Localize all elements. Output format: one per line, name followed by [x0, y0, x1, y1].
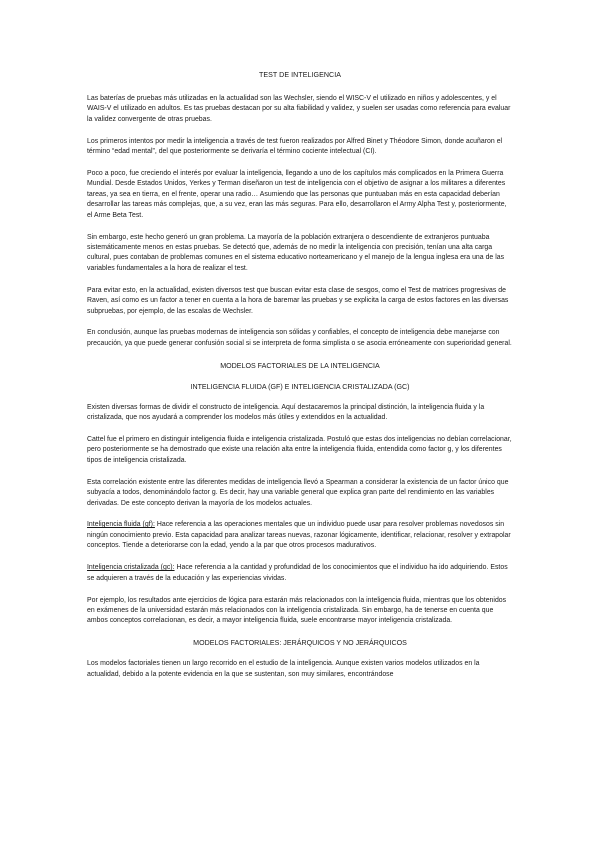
- paragraph-cultural-bias: Sin embargo, este hecho generó un gran problema. La mayoría de la población extranjera o descendiente de extranjeros puntuaba sistemáticamente menos en estas pruebas. Se detectó que, además de no medir la inteligencia con precisión, tenían una alta carga cultural, pues contaban de problemas comunes en el sistema educativo norteamericano y el manejo de la lengua inglesa era una de las variables fundamentales a la hora de realizar el test.: [87, 233, 505, 272]
- term-crystallized-intelligence: Inteligencia cristalizada (gc):: [87, 564, 175, 572]
- subsection-heading-gf-gc: INTELIGENCIA FLUIDA (GF) E INTELIGENCIA CRISTALIZADA (GC): [190, 382, 410, 391]
- term-fluid-intelligence: Inteligencia fluida (gf):: [87, 521, 155, 529]
- paragraph-wechsler: Las baterías de pruebas más utilizadas en la actualidad son las Wechsler, siendo el WISC-V el utilizado en niños y adolescentes, y el WAIS-V el utilizado en adultos. Es tas pruebas destacan por su alta fiabilidad y validez, y suelen ser usadas como referencia para evaluar la validez convergente de otras pruebas.: [87, 95, 511, 123]
- section-heading-hierarchical-models: MODELOS FACTORIALES: JERÁRQUICOS Y NO JERÁRQUICOS: [193, 639, 407, 648]
- paragraph-binet-simon: Los primeros intentos por medir la inteligencia a través de test fueron realizados por Alfred Binet y Théodore Simon, donde acuñaron el término “edad mental”, del que posteriormente se derivaría el término cociente intelectual (CI).: [87, 137, 503, 156]
- paragraph-raven: Para evitar esto, en la actualidad, existen diversos test que buscan evitar esta clase de sesgos, como el Test de matrices progresivas de Raven, así como es un factor a tener en cuenta a la hora de baremar las pruebas y se explicita la carga de estos factores en las diversas subpruebas, por ejemplo, de las escalas de Wechsler.: [87, 286, 509, 315]
- definition-crystallized-intelligence: Hace referencia a la cantidad y profundidad de los conocimientos que el individuo ha ido adquiriendo. Estos se adquieren a través de la educación y las experiencias vividas.: [87, 564, 508, 582]
- paragraph-conclusion: En conclusión, aunque las pruebas modernas de inteligencia son sólidas y confiables, el concepto de inteligencia debe manejarse con precaución, ya que puede generar confusión social si se interpreta de forma simplista o se asocia erróneamente con superioridad general.: [87, 329, 512, 347]
- paragraph-cattel: Cattel fue el primero en distinguir inteligencia fluida e inteligencia cristalizada. Postuló que estas dos inteligencias no debían correlacionar, pero posteriormente se ha demostrado que existe una relación alta entre la inteligencia fluida, entendida como factor g, y los diferentes tipos de inteligencia cristalizada.: [87, 436, 512, 464]
- paragraph-factorial-models-intro: Los modelos factoriales tienen un largo recorrido en el estudio de la inteligencia. Aunque existen varios modelos utilizados en la actualidad, debido a la potente evidencia en la que se sustentan, son muy similares, encontrándose: [87, 660, 480, 678]
- paragraph-fluid-definition: [87, 520, 513, 551]
- paragraph-intro-fluid-crystallized: Existen diversas formas de dividir el constructo de inteligencia. Aquí destacaremos la principal distinción, la inteligencia fluida y la cristalizada, que nos ayudará a comprender los modelos más útiles y extendidos en la actualidad.: [87, 403, 485, 422]
- paragraph-army-tests: Poco a poco, fue creciendo el interés por evaluar la inteligencia, llegando a uno de los capítulos más complicados en la Primera Guerra Mundial. Desde Estados Unidos, Yerkes y Terman diseñaron un test de inteligencia con el objetivo de asignar a los militares a diferentes tareas, ya sea en tierra, en el frente, operar una radio… Asumiendo que las personas que puntuaban más en esta capacidad deberían desarrollar las tareas más complejas, que, a su vez, eran las más seguras. Para ello, desarrollaron el Army Alpha Test y, posteriormente, el Arme Beta Test.: [87, 170, 507, 219]
- section-heading-factorial-models: MODELOS FACTORIALES DE LA INTELIGENCIA: [220, 361, 380, 370]
- definition-fluid-intelligence: Hace referencia a las operaciones mentales que un individuo puede usar para resolver problemas novedosos sin ningún conocimiento previo. Esta capacidad para analizar tareas nuevas, razonar lógicamente, identificar, relacionar, resolver y extrapolar conceptos. Tiende a deteriorarse con la edad, yendo a la par que otros procesos madurativos.: [87, 521, 511, 550]
- paragraph-spearman: Esta correlación existente entre las diferentes medidas de inteligencia llevó a Spearman a considerar la existencia de un factor único que subyacía a todos, denominándolo factor g. Es decir, hay una variable general que explica gran parte del rendimiento en las variables derivadas. De este concepto derivan la mayoría de los modelos actuales.: [87, 478, 509, 507]
- paragraph-crystallized-definition: [87, 563, 513, 584]
- paragraph-example-correlation: Por ejemplo, los resultados ante ejercicios de lógica para estarán más relacionados con la inteligencia fluida, mientras que los obtenidos en exámenes de la universidad estarán más relacionados con la inteligencia cristalizada. Sin embargo, ha de tenerse en cuenta que ambos conceptos correlacionan, es decir, a mayor inteligencia fluida, suele encontrarse mayor inteligencia cristalizada.: [87, 596, 507, 625]
- document-title: TEST DE INTELIGENCIA: [258, 71, 342, 79]
